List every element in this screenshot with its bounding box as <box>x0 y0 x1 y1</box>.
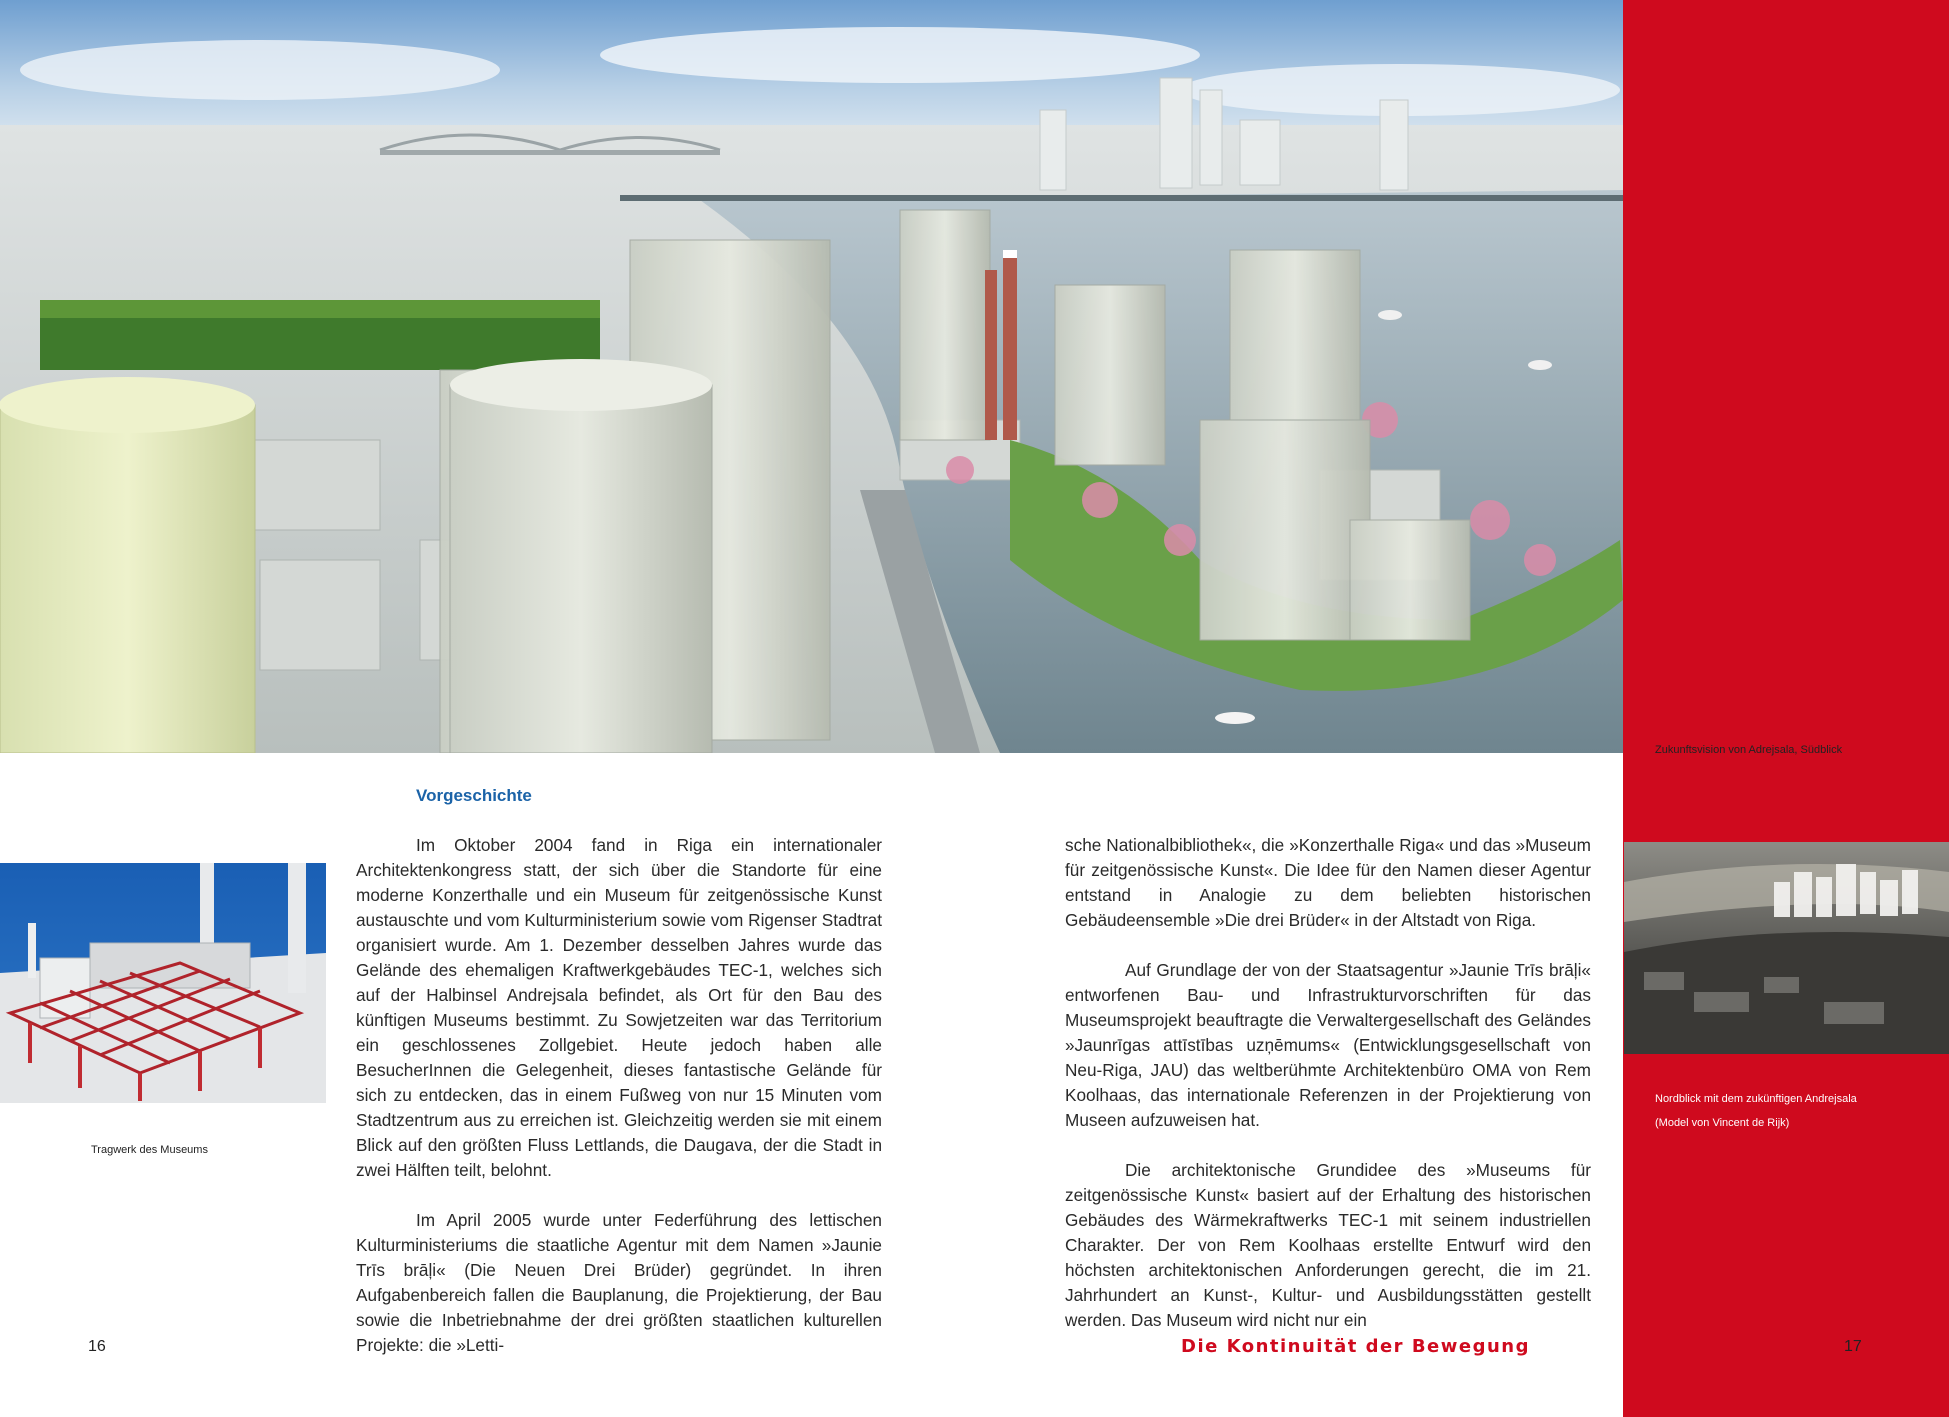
paragraph: Auf Grundlage der von der Staatsagentur »Jaunie Trīs brāļi« entworfenen Bau- und Infrastrukturvorschriften für das Museumsprojekt beauftragte die Verwaltergesellschaft des Geländes »Jaunrīgas attīstības uzņēmums« (Entwicklungsgesellschaft von Neu-Riga, JAU) das weltberühmte Architektenbüro OMA von Rem Koolhaas, das internationale Referenzen in der Projektierung von Museen aufzuweisen hat. <box>1065 960 1591 1130</box>
red-sidebar-band <box>1623 0 1949 1417</box>
page-number-right: 17 <box>1844 1338 1862 1355</box>
left-figure-caption: Tragwerk des Museums <box>91 1144 208 1156</box>
north-view-model-image <box>1624 842 1949 1054</box>
section-heading: Vorgeschichte <box>416 786 532 805</box>
text-column-left <box>356 833 882 1358</box>
text-column-right <box>1065 833 1591 1333</box>
right-figure-caption-line2: (Model von Vincent de Rijk) <box>1655 1117 1790 1129</box>
paragraph: sche Nationalbibliothek«, die »Konzerthalle Riga« und das »Museum für zeitgenössische Kunst«. Die Idee für den Namen dieser Agentur entstand in Analogie zu dem beliebten historischen Gebäudeensemble »Die drei Brüder« in der Altstadt von Riga. <box>1065 835 1591 930</box>
museum-structure-image <box>0 863 326 1103</box>
paragraph: Die architektonische Grundidee des »Museums für zeitgenössische Kunst« basiert auf der Erhaltung des historischen Gebäudes des Wärmekraftwerks TEC-1 mit seinem industriellen Charakter. Der von Rem Koolhaas erstellte Entwurf wird den höchsten architektonischen Anforderungen gerecht, die im 21. Jahrhundert an Kunst-, Kultur- und Ausbildungsstätten gestellt werden. Das Museum wird nicht nur ein <box>1065 1160 1591 1330</box>
running-title: Die Kontinuität der Bewegung <box>1181 1336 1530 1357</box>
paragraph: Im Oktober 2004 fand in Riga ein internationaler Architektenkongress statt, der sich über die Standorte für eine moderne Konzerthalle und ein Museum für zeitgenössische Kunst austauschte und vom Kulturministerium sowie vom Rigenser Stadtrat organisiert wurde. Am 1. Dezember desselben Jahres wurde das Gelände des ehemaligen Kraftwerkgebäudes TEC-1, welches sich auf der Halbinsel Andrejsala befindet, als Ort für den Bau des künftigen Museums bestimmt. Zu Sowjetzeiten war das Territorium ein geschlossenes Zollgebiet. Heute jedoch haben alle BesucherInnen die Gelegenheit, dieses fantastische Gelände für sich zu entdecken, das in einem Fußweg von nur 15 Minuten vom Stadtzentrum aus zu erreichen ist. Gleichzeitig werden sie mit einem Blick auf den größten Fluss Lettlands, die Daugava, der die Stadt in zwei Hälften teilt, belohnt. <box>356 835 882 1180</box>
right-figure-caption-line1: Nordblick mit dem zukünftigen Andrejsala <box>1655 1093 1857 1105</box>
paragraph: Im April 2005 wurde unter Federführung des lettischen Kulturministeriums die staatliche Agentur mit dem Namen »Jaunie Trīs brāļi« (Die Neuen Drei Brüder) gegründet. In ihren Aufgabenbereich fallen die Bauplanung, die Projektierung, der Bau sowie die Inbetriebnahme der drei größten staatlichen kulturellen Projekte: die »Letti- <box>356 1210 882 1355</box>
hero-caption: Zukunftsvision von Adrejsala, Südblick <box>1655 744 1843 756</box>
hero-aerial-render <box>0 0 1623 753</box>
page-number-left: 16 <box>88 1338 106 1355</box>
